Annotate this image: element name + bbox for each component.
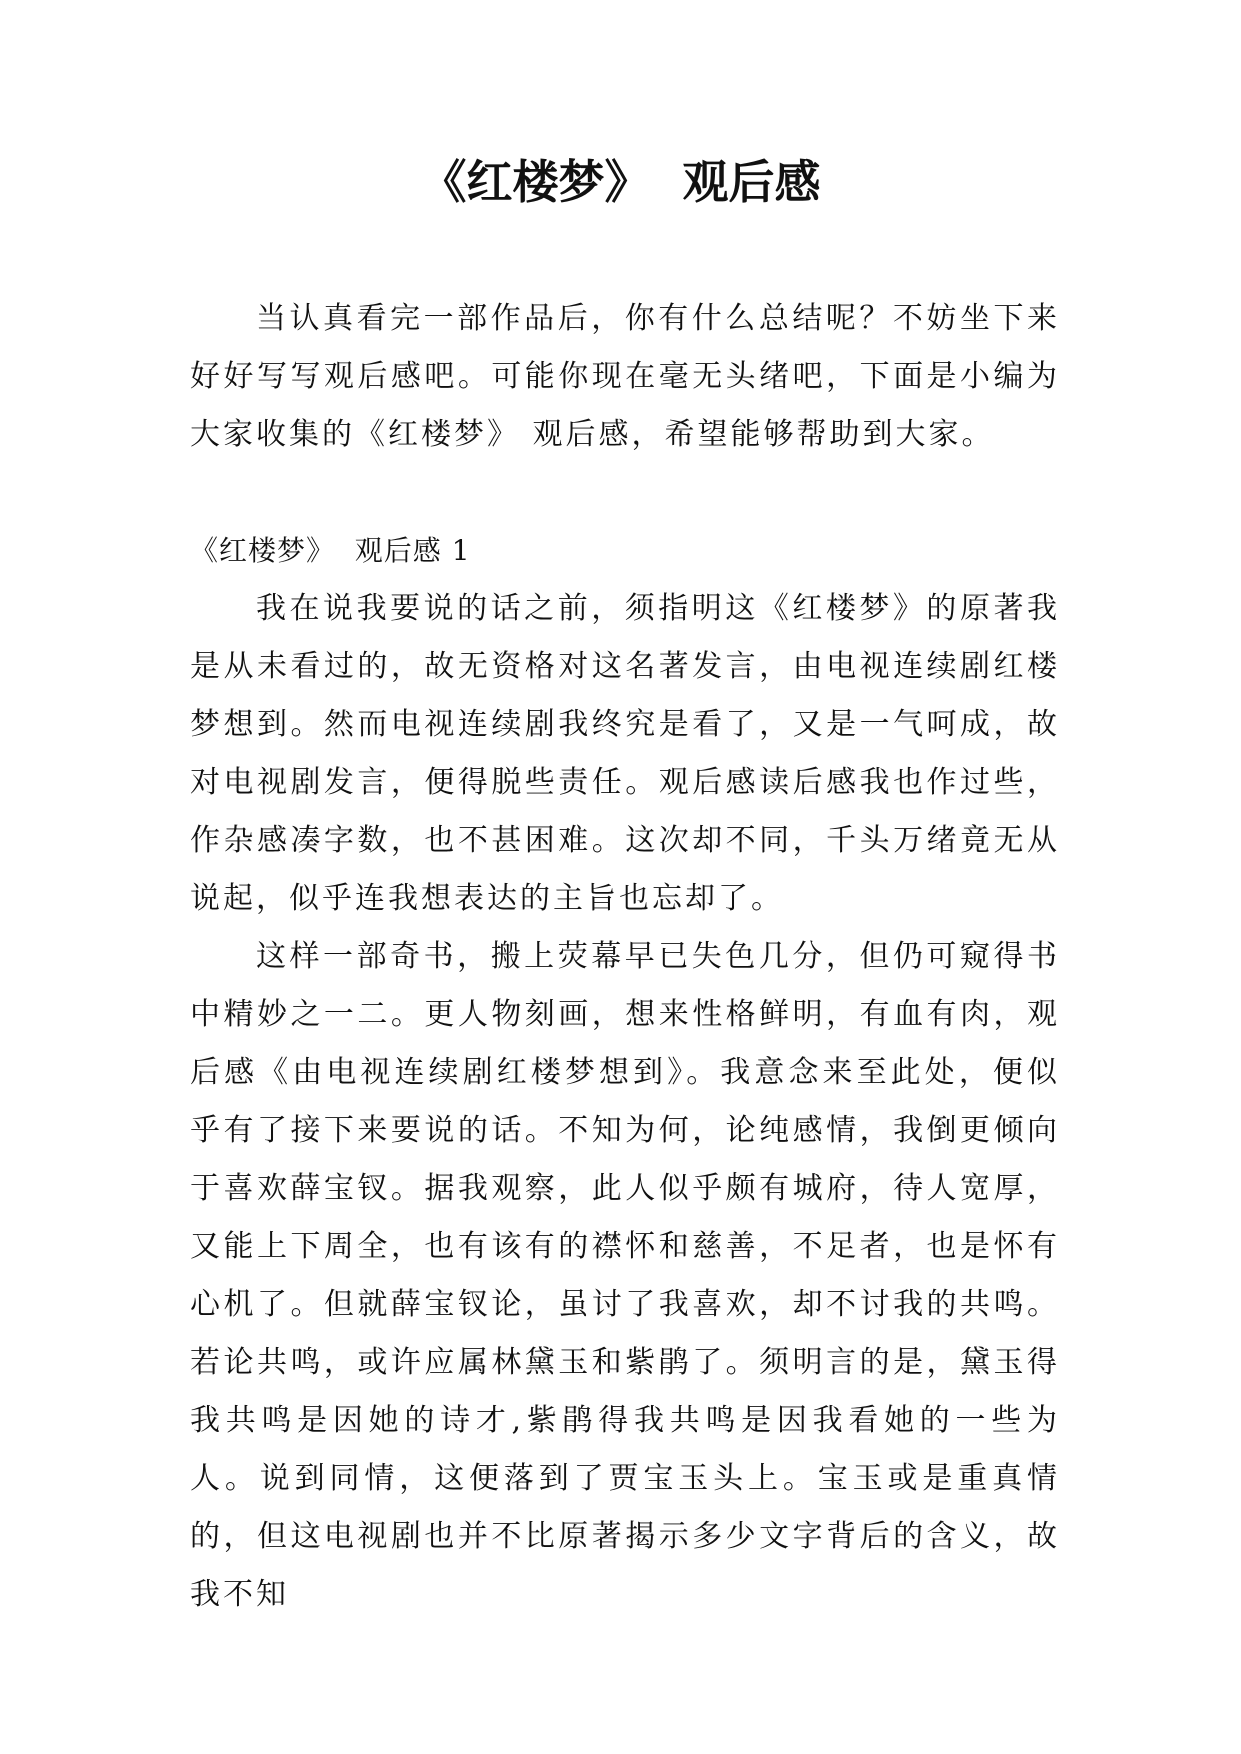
document-body <box>190 290 1060 1624</box>
document-title: 《红楼梦》 观后感 <box>420 155 821 209</box>
body-paragraph-2: 这样一部奇书，搬上荧幕早已失色几分，但仍可窥得书中精妙之一二。更人物刻画，想来性格鲜明，有血有肉，观后感《由电视连续剧红楼梦想到》。我意念来至此处，便似乎有了接下来要说的话。不知为何，论纯感情，我倒更倾向于喜欢薛宝钗。据我观察，此人似乎颇有城府，待人宽厚，又能上下周全，也有该有的襟怀和慈善，不足者，也是怀有心机了。但就薛宝钗论，虽讨了我喜欢，却不讨我的共鸣。若论共鸣，或许应属林黛玉和紫鹃了。须明言的是，黛玉得我共鸣是因她的诗才,紫鹃得我共鸣是因我看她的一些为人。说到同情，这便落到了贾宝玉头上。宝玉或是重真情的，但这电视剧也并不比原著揭示多少文字背后的含义，故我不知 <box>190 939 1060 1612</box>
body-paragraph-1: 我在说我要说的话之前，须指明这《红楼梦》的原著我是从未看过的，故无资格对这名著发言，由电视连续剧红楼梦想到。然而电视连续剧我终究是看了，又是一气呵成，故对电视剧发言，便得脱些责任。观后感读后感我也作过些，作杂感凑字数，也不甚困难。这次却不同，千头万绪竟无从说起，似乎连我想表达的主旨也忘却了。 <box>190 591 1060 916</box>
section-heading: 《红楼梦》 观后感 1 <box>190 534 471 567</box>
intro-paragraph: 当认真看完一部作品后，你有什么总结呢？不妨坐下来好好写写观后感吧。可能你现在毫无头绪吧，下面是小编为大家收集的《红楼梦》 观后感，希望能够帮助到大家。 <box>190 301 1060 452</box>
